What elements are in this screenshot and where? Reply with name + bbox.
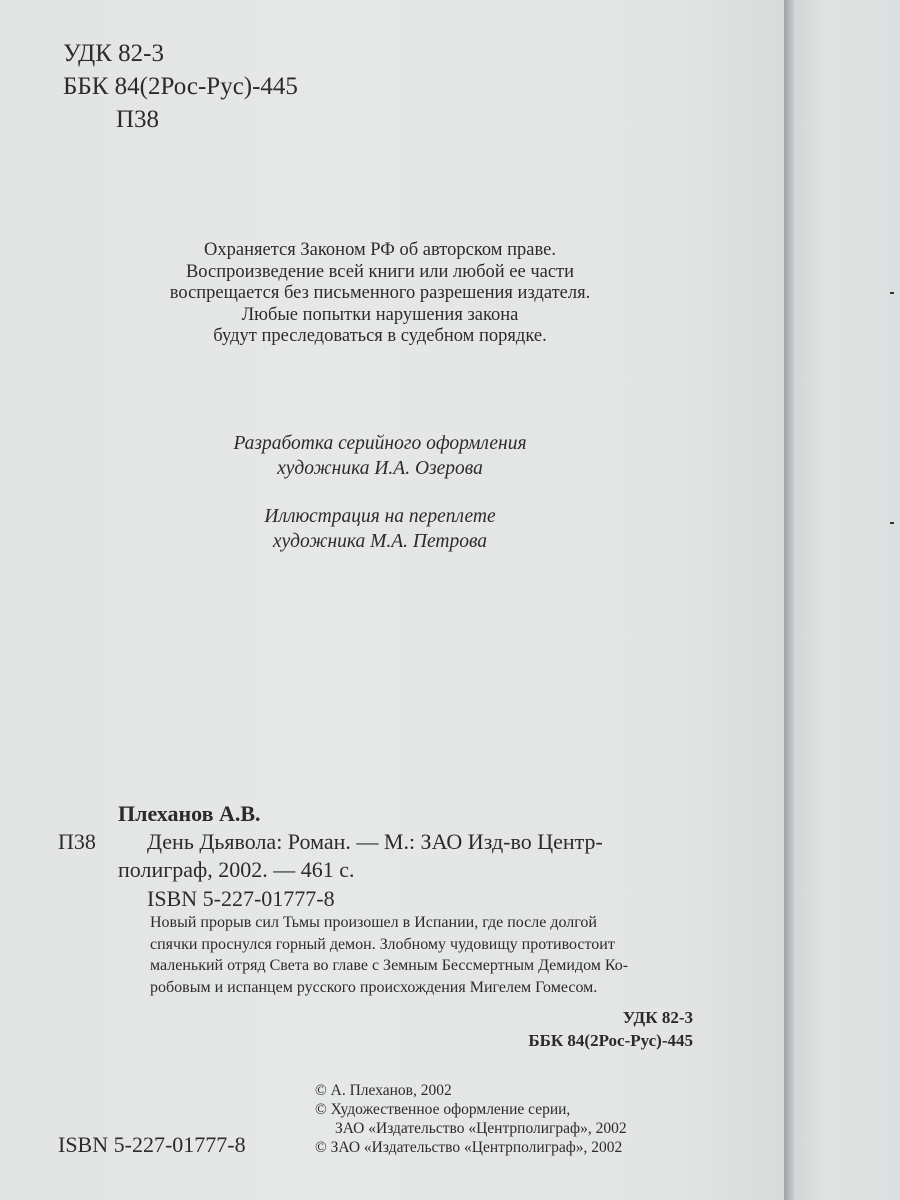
bbk-code: ББК 84(2Рос-Рус)-445 (63, 73, 298, 100)
notice-line: Любые попытки нарушения закона (241, 304, 519, 325)
catalog-code: П38 (58, 829, 96, 854)
book-gutter (784, 0, 794, 1200)
annotation-line: маленький отряд Света во главе с Земным Бессмертным Демидом Ко- (150, 957, 629, 974)
annotation-line: робовым и испанцем русского происхождения Мигелем Гомесом. (150, 978, 598, 996)
catalog-bbk: ББК 84(2Рос-Рус)-445 (528, 1031, 693, 1050)
notice-line: будут преследоваться в судебном порядке. (213, 326, 547, 346)
catalog-udk: УДК 82-3 (622, 1008, 693, 1027)
cover-illustration-credit: Иллюстрация на переплете художника М.А. Петрова (264, 506, 496, 552)
copyright-line: © ЗАО «Издательство «Центрполиграф», 2002 (315, 1139, 623, 1156)
catalog-title-line: День Дьявола: Роман. — М.: ЗАО Изд-во Центр- (147, 829, 603, 854)
isbn-bottom: ISBN 5-227-01777-8 (58, 1132, 246, 1157)
series-design-credit: Разработка серийного оформления художника И.А. Озерова (233, 433, 527, 479)
notice-line: воспрещается без письменного разрешения издателя. (169, 283, 591, 303)
catalog-title-line: полиграф, 2002. — 461 с. (118, 857, 355, 882)
udk-code: УДК 82-3 (63, 40, 164, 67)
facing-page (794, 0, 900, 1200)
author-sign-code: П38 (116, 106, 160, 133)
copyright-law-notice (100, 240, 660, 348)
catalog-isbn: ISBN 5-227-01777-8 (147, 886, 335, 911)
author-name: Плеханов А.В. (118, 801, 261, 826)
facing-page-mark (890, 292, 894, 294)
copyright-line: © Художественное оформление серии, (315, 1101, 571, 1118)
annotation-line: спячки проснулся горный демон. Злобному чудовищу противостоит (150, 935, 615, 953)
catalog-codes (440, 1006, 693, 1052)
copyright-line: ЗАО «Издательство «Центрполиграф», 2002 (335, 1120, 627, 1137)
notice-line: Воспроизведение всей книги или любой ее части (185, 261, 575, 282)
annotation-line: Новый прорыв сил Тьмы произошел в Испании, где после долгой (150, 914, 597, 931)
book-annotation (150, 912, 680, 998)
facing-page-mark (890, 522, 894, 524)
copyright-line: © А. Плеханов, 2002 (315, 1082, 452, 1099)
notice-line: Охраняется Законом РФ об авторском праве. (204, 240, 556, 260)
copyright-block (315, 1081, 627, 1157)
